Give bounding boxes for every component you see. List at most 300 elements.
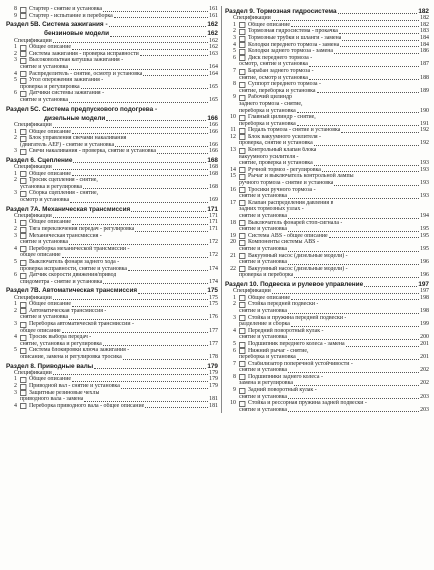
page-number: 190: [420, 107, 429, 114]
entry-title: Спецификации: [14, 369, 52, 376]
toc-entry: [225, 127, 429, 134]
entry-title: проверка и переборка: [239, 272, 294, 279]
toc-entry: [6, 71, 218, 78]
dot-leader: [272, 20, 419, 21]
page-number: 163: [209, 50, 218, 57]
checkbox-icon: [20, 51, 27, 57]
toc-entry: [6, 6, 218, 13]
entry-title: Общее описание: [29, 376, 71, 383]
dot-leader: [69, 319, 208, 320]
entry-title: Раздел 7А. Механическая трансмиссия: [6, 205, 131, 213]
dot-leader: [69, 69, 208, 70]
page-number: 197: [418, 280, 429, 288]
checkbox-icon: [20, 384, 27, 390]
dot-leader: [135, 231, 208, 232]
entry-number: 8: [233, 373, 236, 380]
toc-entry: [225, 253, 429, 260]
entry-number: 5: [14, 77, 17, 84]
dot-leader: [346, 346, 420, 347]
checkbox-wrap: [20, 7, 29, 13]
toc-entry: [225, 55, 429, 62]
toc-entry: [225, 266, 429, 273]
dot-leader: [288, 231, 419, 232]
toc-entry: [6, 390, 218, 397]
entry-number: 1: [14, 301, 17, 308]
entry-number: 7: [233, 360, 236, 367]
entry-title: ручного тормоза - снятие и установка: [239, 180, 334, 187]
entry-title: приводного вала - замена: [20, 396, 84, 403]
dot-leader: [334, 53, 419, 54]
toc-entry: [6, 233, 218, 240]
entry-title: разделение и сборка: [239, 321, 290, 328]
entry-number: 17: [230, 199, 236, 206]
entry-number: 3: [233, 34, 236, 41]
entry-number: 16: [230, 186, 236, 193]
dot-leader: [339, 33, 419, 34]
entry-title: Педаль тормоза - снятие и установка: [248, 127, 341, 134]
section-heading: [6, 287, 218, 294]
page-number: 162: [209, 37, 218, 44]
section-heading: [6, 106, 218, 113]
checkbox-icon: [20, 171, 27, 177]
entry-number: 5: [14, 347, 17, 354]
toc-entry-continued: [6, 184, 218, 191]
entry-title: проверка, снятие и установка: [239, 140, 313, 147]
page-number: 179: [209, 382, 218, 389]
toc-entry: [225, 341, 429, 348]
dot-leader: [115, 146, 208, 147]
checkbox-wrap: [20, 377, 29, 383]
toc-entry-continued: [6, 197, 218, 204]
dot-leader: [297, 125, 419, 126]
dot-leader: [338, 13, 418, 14]
toc-entry: [6, 219, 218, 226]
page-number: 178: [209, 353, 218, 360]
entry-title: Подшипник переднего колеса - замена: [248, 340, 345, 347]
dot-leader: [103, 11, 208, 12]
entry-title: Переборка приводного вала - общее описание: [29, 402, 145, 409]
toc-entry: [225, 361, 429, 368]
toc-entry: [225, 187, 429, 194]
entry-title: Тормозные трубки и шланги - замена: [248, 34, 342, 41]
page-number: 174: [209, 265, 218, 272]
checkbox-wrap: [20, 384, 29, 390]
checkbox-wrap: [239, 22, 248, 28]
toc-entry: [6, 301, 218, 308]
entry-title: Стартер - испытание и переборка: [29, 12, 113, 19]
page-number: 171: [209, 226, 218, 233]
checkbox-icon: [239, 42, 246, 48]
toc-entry: [6, 171, 218, 178]
checkbox-wrap: [20, 302, 29, 308]
dot-leader: [72, 224, 208, 225]
dot-leader: [157, 153, 208, 154]
toc-right-column: [221, 6, 429, 413]
toc-entry-continued: [225, 61, 429, 68]
checkbox-icon: [239, 295, 246, 301]
dot-leader: [288, 372, 419, 373]
toc-entry-continued: [225, 206, 429, 213]
page-number: 189: [420, 87, 429, 94]
toc-entry: [6, 148, 218, 155]
checkbox-icon: [239, 342, 246, 348]
toc-entry-continued: [225, 213, 429, 220]
page-number: 198: [420, 307, 429, 314]
section-heading-continued: [6, 115, 218, 122]
toc-entry: [225, 94, 429, 101]
page-number: 161: [209, 6, 218, 12]
entry-title: Диск переднего тормоза -: [248, 54, 313, 61]
toc-entry: [225, 28, 429, 35]
dot-leader: [73, 162, 206, 163]
entry-title: снятие и установка: [239, 307, 288, 314]
page-number: 193: [420, 193, 429, 200]
checkbox-icon: [239, 22, 246, 28]
entry-title: осмотр и установка: [20, 197, 70, 204]
toc-entry: [6, 308, 218, 315]
entry-title: Автоматическая трансмиссия -: [29, 307, 107, 314]
specifications-line: [6, 122, 218, 129]
toc-entry: [6, 246, 218, 253]
checkbox-wrap: [20, 149, 29, 155]
toc-entry-continued: [6, 341, 218, 348]
dot-leader: [109, 26, 207, 27]
entry-title: Рабочий цилиндр: [248, 94, 292, 101]
dot-leader: [72, 306, 208, 307]
entry-title: спидометра - снятие и установка: [20, 278, 103, 285]
page-number: 177: [209, 340, 218, 347]
entry-number: 3: [14, 148, 17, 155]
entry-number: 1: [233, 21, 236, 28]
dot-leader: [297, 359, 419, 360]
entry-title: Рычаг и выключатель контрольной лампы: [248, 173, 354, 180]
entry-number: 10: [230, 400, 236, 407]
dot-leader: [288, 339, 419, 340]
toc-entry-continued: [225, 193, 429, 200]
toc-entry-continued: [225, 101, 429, 108]
specifications-line: [6, 38, 218, 45]
dot-leader: [288, 198, 419, 199]
checkbox-wrap: [20, 13, 29, 19]
entry-title: вакуумного усилителя -: [239, 153, 299, 160]
entry-number: 13: [230, 147, 236, 154]
dot-leader: [53, 127, 208, 128]
entry-title: задних тормозных узлах -: [239, 206, 304, 213]
entry-title: Барабан заднего тормоза -: [248, 67, 314, 74]
checkbox-icon: [239, 29, 246, 35]
page-number: 166: [209, 128, 218, 135]
dot-leader: [314, 165, 419, 166]
toc-entry-continued: [6, 266, 218, 273]
toc-entry: [225, 200, 429, 207]
toc-entry: [225, 374, 429, 381]
entry-title: проверка и регулировка: [20, 83, 80, 90]
page-number: 193: [420, 160, 429, 167]
checkbox-wrap: [239, 49, 248, 55]
page-number: 191: [420, 120, 429, 127]
page-number: 166: [207, 114, 218, 122]
page-number: 201: [420, 340, 429, 347]
entry-title: Спецификации: [233, 288, 271, 295]
entry-title: Высоковольтная катушка зажигания -: [29, 57, 124, 64]
toc-entry-continued: [6, 252, 218, 259]
entry-title: Задний поворотный кулак -: [248, 387, 317, 394]
entry-title: Раздел 8. Приводные валы: [6, 362, 94, 370]
checkbox-wrap: [20, 171, 29, 177]
entry-title: Переборка механической трансмиссии -: [29, 245, 130, 252]
entry-number: 1: [14, 44, 17, 51]
dot-leader: [69, 244, 208, 245]
toc-entry: [225, 233, 429, 240]
toc-entry-continued: [6, 97, 218, 104]
dot-leader: [69, 102, 208, 103]
entry-title: осмотр, снятие и установка: [239, 61, 308, 68]
page-number: 176: [209, 314, 218, 321]
dot-leader: [329, 237, 419, 238]
dot-leader: [288, 313, 419, 314]
page-number: 184: [420, 34, 429, 41]
entry-title: снятие и установка: [239, 334, 288, 341]
entry-title: общее описание: [20, 252, 61, 259]
entry-number: 1: [233, 294, 236, 301]
entry-title: Свечи накаливания - проверка, снятие и установка: [29, 148, 156, 155]
page-number: 195: [420, 245, 429, 252]
page-number: 195: [420, 232, 429, 239]
entry-title: снятие и установка: [239, 259, 288, 266]
page-number: 197: [420, 288, 429, 295]
entry-title: Блок управления свечами накаливания: [29, 135, 127, 142]
page-number: 165: [209, 83, 218, 90]
page-number: 169: [209, 197, 218, 204]
page-number: 168: [209, 164, 218, 171]
toc-entry-continued: [225, 88, 429, 95]
checkbox-wrap: [20, 227, 29, 233]
page-number: 194: [420, 213, 429, 220]
entry-number: 3: [14, 57, 17, 64]
entry-number: 1: [14, 376, 17, 383]
entry-number: 6: [14, 272, 17, 279]
toc-entry-continued: [225, 246, 429, 253]
checkbox-icon: [20, 220, 27, 226]
dot-leader: [72, 49, 208, 50]
entry-number: 3: [14, 232, 17, 239]
specifications-line: [225, 288, 429, 295]
dot-leader: [131, 211, 206, 212]
page-number: 182: [420, 21, 429, 28]
dot-leader: [309, 66, 419, 67]
entry-number: 8: [233, 81, 236, 88]
page-number: 184: [420, 41, 429, 48]
page-number: 172: [209, 239, 218, 246]
entry-title: Спецификации: [14, 212, 52, 219]
section-heading: [225, 281, 429, 288]
dot-leader: [62, 257, 209, 258]
entry-title: Подшипники заднего колеса -: [248, 373, 323, 380]
toc-entry-continued: [225, 154, 429, 161]
dot-leader: [72, 133, 208, 134]
toc-entry: [225, 220, 429, 227]
toc-entry-continued: [6, 142, 218, 149]
dot-leader: [110, 36, 206, 37]
checkbox-icon: [239, 128, 246, 134]
dot-leader: [53, 42, 208, 43]
toc-entry-continued: [225, 226, 429, 233]
toc-entry-continued: [225, 334, 429, 341]
dot-leader: [81, 88, 209, 89]
page-number: 187: [420, 61, 429, 68]
toc-entry: [225, 81, 429, 88]
dot-leader: [288, 251, 419, 252]
page-number: 166: [209, 141, 218, 148]
entry-number: 9: [14, 12, 17, 19]
entry-title: Передний поворотный кулак -: [248, 327, 324, 334]
toc-entry: [6, 77, 218, 84]
dot-leader: [272, 293, 419, 294]
entry-title: Раздел 7В. Автоматическая трансмиссия: [6, 287, 138, 295]
checkbox-wrap: [239, 233, 248, 239]
specifications-line: [6, 295, 218, 302]
page-number: 196: [420, 259, 429, 266]
entry-title: Колодки переднего тормоза - замена: [248, 41, 340, 48]
page-number: 161: [209, 12, 218, 19]
entry-title: Механическая трансмиссия -: [29, 232, 102, 239]
dot-leader: [121, 388, 208, 389]
dot-leader: [94, 368, 206, 369]
entry-title: снятие и установка: [239, 406, 288, 413]
entry-title: снятие и установка: [239, 213, 288, 220]
specifications-line: [6, 370, 218, 377]
toc-left-column: [6, 6, 218, 409]
entry-number: 4: [14, 334, 17, 341]
toc-entry: [225, 387, 429, 394]
toc-entry: [225, 239, 429, 246]
entry-title: проверка исправности, снятие и установка: [20, 265, 128, 272]
page-number: 171: [209, 219, 218, 226]
toc-entry-continued: [225, 308, 429, 315]
toc-entry: [225, 42, 429, 49]
toc-entry: [6, 190, 218, 197]
toc-entry: [6, 272, 218, 279]
section-heading: [225, 8, 429, 15]
specifications-line: [6, 213, 218, 220]
entry-title: Главный цилиндр - снятие,: [248, 114, 316, 121]
specifications-line: [225, 15, 429, 22]
entry-title: описание, замена и регулировка тросика: [20, 353, 122, 360]
entry-title: Компоненты системы ABS -: [248, 239, 319, 246]
dot-leader: [103, 283, 208, 284]
dot-leader: [317, 92, 420, 93]
entry-number: 19: [230, 232, 236, 239]
toc-entry: [225, 400, 429, 407]
entry-title: Стартер - снятие и установка: [29, 6, 103, 12]
checkbox-wrap: [239, 128, 248, 134]
dot-leader: [364, 286, 417, 287]
entry-number: 2: [233, 28, 236, 35]
entry-title: Вакуумный насос (дизельные модели) -: [248, 265, 348, 272]
checkbox-icon: [20, 149, 27, 155]
entry-number: 3: [233, 314, 236, 321]
page-number: 186: [420, 48, 429, 55]
entry-title: снятие и установка: [239, 193, 288, 200]
page-number: 171: [209, 212, 218, 219]
checkbox-wrap: [20, 220, 29, 226]
dot-leader: [342, 40, 419, 41]
dot-leader: [123, 359, 208, 360]
checkbox-icon: [239, 233, 246, 239]
checkbox-wrap: [239, 342, 248, 348]
entry-title: дизельные модели: [44, 114, 106, 122]
dot-leader: [83, 188, 208, 189]
dot-leader: [103, 345, 208, 346]
page-number: 200: [420, 334, 429, 341]
page-number: 175: [207, 287, 218, 295]
page-number: 177: [209, 327, 218, 334]
toc-entry: [6, 13, 218, 20]
dot-leader: [143, 75, 208, 76]
entry-title: (двигатель AEF) - снятие и установка: [20, 141, 115, 148]
checkbox-wrap: [20, 45, 29, 51]
toc-entry-continued: [225, 121, 429, 128]
dot-leader: [62, 332, 209, 333]
dot-leader: [53, 169, 208, 170]
checkbox-icon: [20, 302, 27, 308]
page-number: 179: [209, 369, 218, 376]
page-number: 175: [209, 294, 218, 301]
dot-leader: [72, 175, 208, 176]
page-number: 179: [209, 376, 218, 383]
toc-entry: [6, 57, 218, 64]
entry-number: 2: [233, 301, 236, 308]
page-number: 166: [209, 121, 218, 128]
section-heading: [6, 206, 218, 213]
entry-title: снятие, проверка и установка: [239, 160, 313, 167]
dot-leader: [53, 374, 208, 375]
page-number: 182: [418, 8, 429, 15]
entry-number: 15: [230, 173, 236, 180]
dot-leader: [341, 132, 419, 133]
toc-entry: [225, 295, 429, 302]
page-number: 162: [209, 44, 218, 51]
checkbox-icon: [239, 167, 246, 173]
entry-title: Раздел 6. Сцепление: [6, 156, 73, 164]
entry-title: Датчик скорости движения/привод: [29, 272, 117, 279]
entry-title: Общее описание: [29, 44, 71, 51]
checkbox-wrap: [239, 295, 248, 301]
toc-entry: [6, 129, 218, 136]
page-number: 164: [209, 63, 218, 70]
entry-number: 11: [230, 127, 236, 134]
entry-title: Раздел 9. Тормозная гидросистема: [225, 8, 337, 15]
entry-title: Спецификации: [14, 121, 52, 128]
entry-number: 21: [230, 252, 236, 259]
dot-leader: [288, 398, 419, 399]
entry-title: Переборка автоматической трансмиссии -: [29, 320, 134, 327]
checkbox-icon: [20, 45, 27, 51]
entry-title: Суппорт переднего тормоза -: [248, 81, 321, 88]
entry-title: снятие и установка: [239, 226, 288, 233]
entry-number: 1: [14, 219, 17, 226]
section-heading: [6, 21, 218, 28]
checkbox-wrap: [239, 42, 248, 48]
checkbox-wrap: [20, 403, 29, 409]
entry-title: снятие, переборка и установка: [239, 87, 316, 94]
entry-number: 14: [230, 166, 236, 173]
dot-leader: [334, 185, 419, 186]
dot-leader: [322, 171, 419, 172]
entry-title: Система ABS - общее описание: [248, 232, 328, 239]
page-number: 196: [420, 272, 429, 279]
toc-entry: [225, 328, 429, 335]
